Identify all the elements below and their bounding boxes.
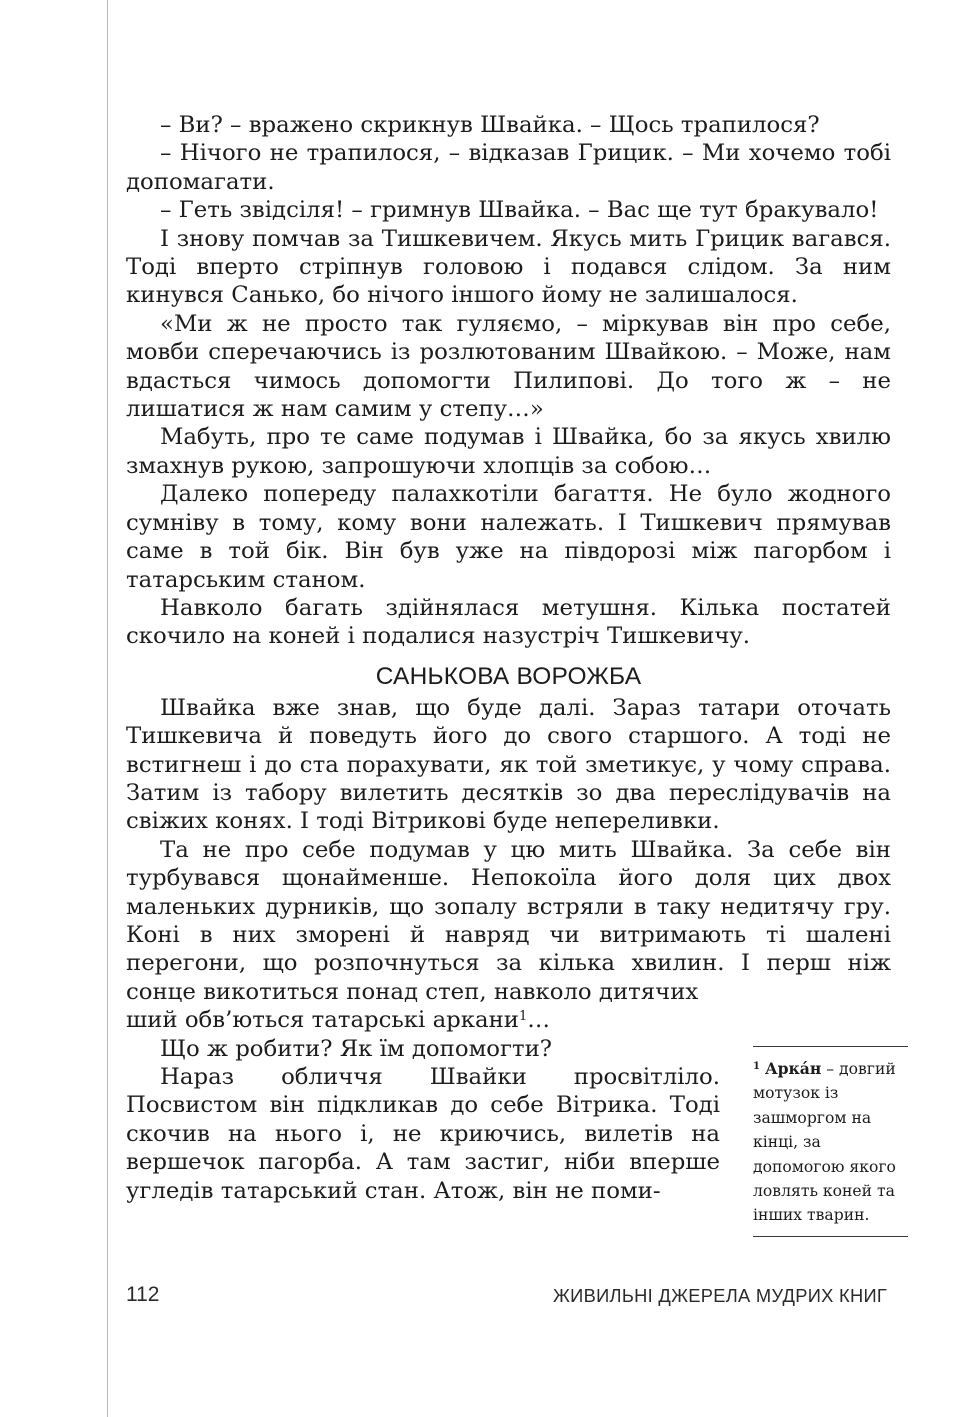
paragraph-continuation (126, 978, 720, 1035)
paragraph: Мабуть, про те саме подумав і Швайка, бо за якусь хвилю змахнув рукою, запрошуючи хлопців за собою… (126, 424, 891, 479)
footnote-reference: 1 (519, 1009, 528, 1025)
running-title: ЖИВИЛЬНІ ДЖЕРЕЛА МУДРИХ КНИГ (553, 1285, 888, 1306)
margin-rule (107, 0, 108, 1417)
paragraph: Далеко попереду палахкотіли багаття. Не було жодного сумніву в тому, кому вони належать. І Тишкевич прямував саме в той бік. Він був уже на півдорозі між пагорбом і татарським станом. (126, 481, 891, 593)
narrow-column (126, 978, 720, 1205)
body-text (126, 111, 891, 1205)
paragraph: – Нічого не трапилося, – відказав Грицик. – Ми хочемо тобі допомагати. (126, 140, 891, 195)
paragraph: І знову помчав за Тишкевичем. Якусь мить Грицик вагався. Тоді вперто стріпнув головою і подався слідом. За ним кинувся Санько, бо нічого іншого йому не залишалося. (126, 225, 891, 309)
paragraph: «Ми ж не просто так гуляємо, – міркував він про себе, мовби сперечаючись із розлютованим Швайкою. – Може, нам вдасться чимось допомогти Пилипові. До того ж – не лишатися ж нам самим у степу…» (126, 310, 891, 423)
continuation-line: сонце викотиться понад степ, навколо дитячих (126, 978, 699, 1005)
paragraph: – Ви? – вражено скрикнув Швайка. – Щось трапилося? (160, 112, 820, 138)
chapter-heading: САНЬКОВА ВОРОЖБА (375, 662, 642, 690)
page-number: 112 (126, 1283, 160, 1306)
paragraph: Та не про себе подумав у цю мить Швайка. За себе він турбувався щонайменше. Непокоїла його доля цих двох маленьких дурників, що зопалу встряли в таку недитячу гру. Коні в них зморені й навряд чи витримають ті шалені перегони, що розпочнуться за кілька хвилин. І перш ніж (126, 836, 891, 977)
paragraph: Швайка вже знав, що буде далі. Зараз татари оточать Тишкевича й поведуть його до свого старшого. А тоді не встигнеш і до ста порахувати, як той зметикує, у чому справа. Затим із табору вилетить десятків зо два переслідувачів на свіжих конях. І тоді Вітрикові буде непереливки. (126, 694, 891, 835)
footnote-definition: – довгий мотузок із зашморгом на кінці, за допомогою якого ловлять коней та інших тварин. (753, 1060, 896, 1225)
paragraph: Нараз обличчя Швайки просвітліло. Посвистом він підкликав до себе Вітрика. Тоді скочив на нього і, не криючись, вилетів на вершечок пагорба. А там застиг, ніби вперше угледів татарський стан. Атож, він не поми- (126, 1064, 720, 1204)
ellipsis: … (527, 1007, 551, 1034)
footnote-term: Арка́н (764, 1059, 822, 1078)
paragraph: – Геть звідсіля! – гримнув Швайка. – Вас ще тут бракувало! (160, 197, 879, 224)
footnote (753, 1046, 908, 1237)
footnote-number: 1 (753, 1061, 760, 1072)
paragraph: Навколо багать здійнялася метушня. Кілька постатей скочило на коней і подалися назустріч Тишкевичу. (126, 594, 891, 650)
continuation-line: ший обв’ються татарські аркани (126, 1007, 520, 1034)
paragraph: Що ж робити? Як їм допомогти? (160, 1035, 552, 1062)
